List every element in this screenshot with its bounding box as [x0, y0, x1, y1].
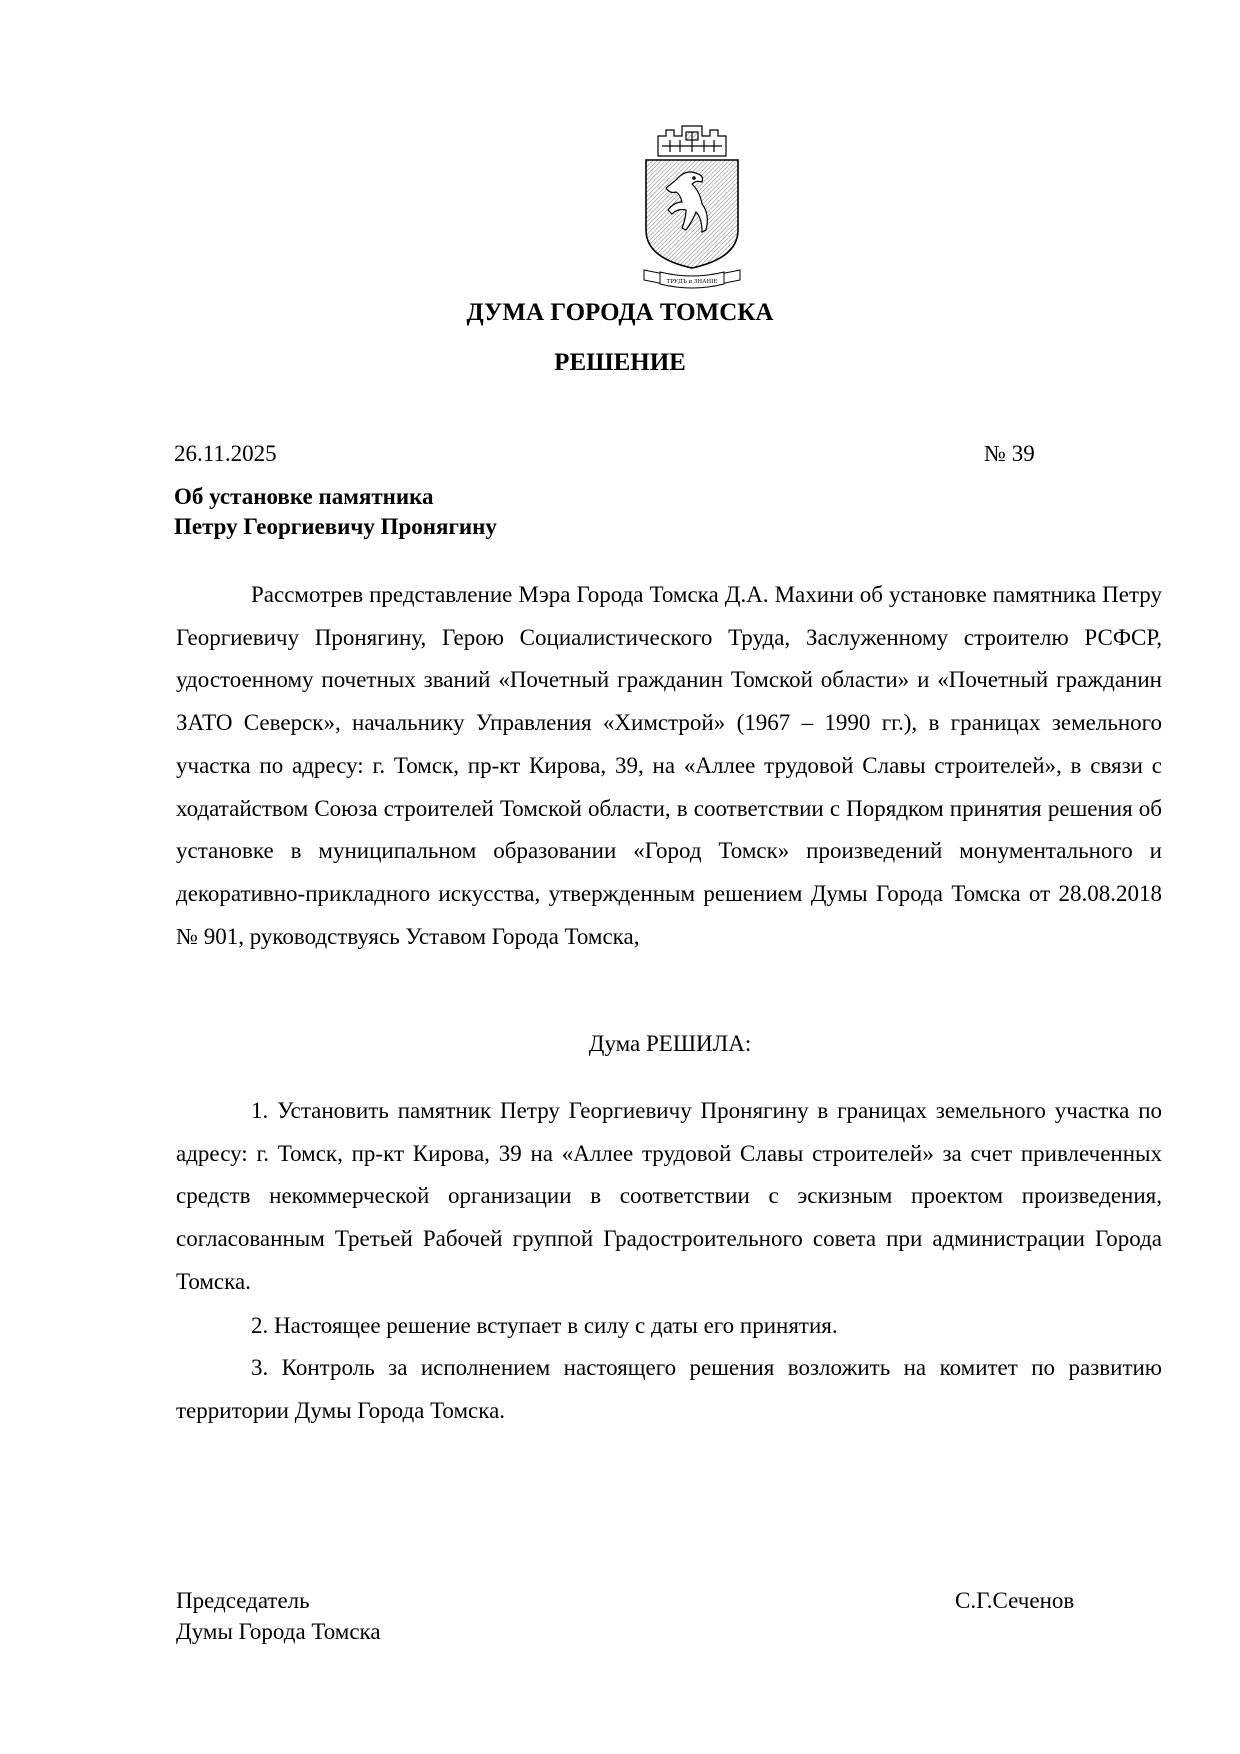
- signatory-title-line: Думы Города Томска: [176, 1619, 381, 1644]
- preamble-paragraph: Рассмотрев представление Мэра Города Томска Д.А. Махини об установке памятника Петру Георгиевичу Пронягину, Герою Социалистического Труда, Заслуженному строителю РСФСР, удостоенному почетных званий «Почетный гражданин Томской области» и «Почетный гражданин ЗАТО Северск», начальнику Управления «Химстрой» (1967 – 1990 гг.), в границах земельного участка по адресу: г. Томск, пр-кт Кирова, 39, на «Аллее трудовой Славы строителей», в связи с ходатайством Союза строителей Томской области, в соответствии с Порядком принятия решения об установке в муниципальном образовании «Город Томск» произведений монументального и декоративно-прикладного искусства, утвержденным решением Думы Города Томска от 28.08.2018 № 901, руководствуясь Уставом Города Томска,: [176, 582, 1162, 949]
- signatory-title-line: Председатель: [176, 1588, 310, 1613]
- subject-line: Петру Георгиевичу Пронягину: [174, 514, 497, 539]
- signatory-title: [176, 1585, 381, 1647]
- organization-title: ДУМА ГОРОДА ТОМСКА: [466, 299, 774, 326]
- decision-item: 2. Настоящее решение вступает в силу с даты его принятия.: [251, 1313, 838, 1338]
- document-subject: [174, 482, 497, 542]
- svg-text:ТРУДЪ и ЗНАНIЕ: ТРУДЪ и ЗНАНIЕ: [666, 279, 718, 285]
- document-type-title: РЕШЕНИЕ: [554, 349, 686, 376]
- subject-line: Об установке памятника: [174, 484, 434, 509]
- crown-icon: [658, 126, 726, 156]
- decision-heading: Дума РЕШИЛА:: [588, 1031, 752, 1056]
- document-number: № 39: [984, 441, 1035, 466]
- coat-of-arms-icon: [640, 118, 744, 290]
- ribbon-icon: [644, 270, 740, 288]
- document-date: 26.11.2025: [174, 441, 277, 466]
- decision-item: 3. Контроль за исполнением настоящего решения возложить на комитет по развитию территории Думы Города Томска.: [176, 1355, 1162, 1423]
- decision-item: 1. Установить памятник Петру Георгиевичу Пронягину в границах земельного участка по адресу: г. Томск, пр-кт Кирова, 39 на «Аллее трудовой Славы строителей» за счет привлеченных средств некоммерческой организации в соответствии с эскизным проектом произведения, согласованным Третьей Рабочей группой Градостроительного совета при администрации Города Томска.: [176, 1098, 1162, 1294]
- signatory-name: С.Г.Сеченов: [955, 1588, 1075, 1613]
